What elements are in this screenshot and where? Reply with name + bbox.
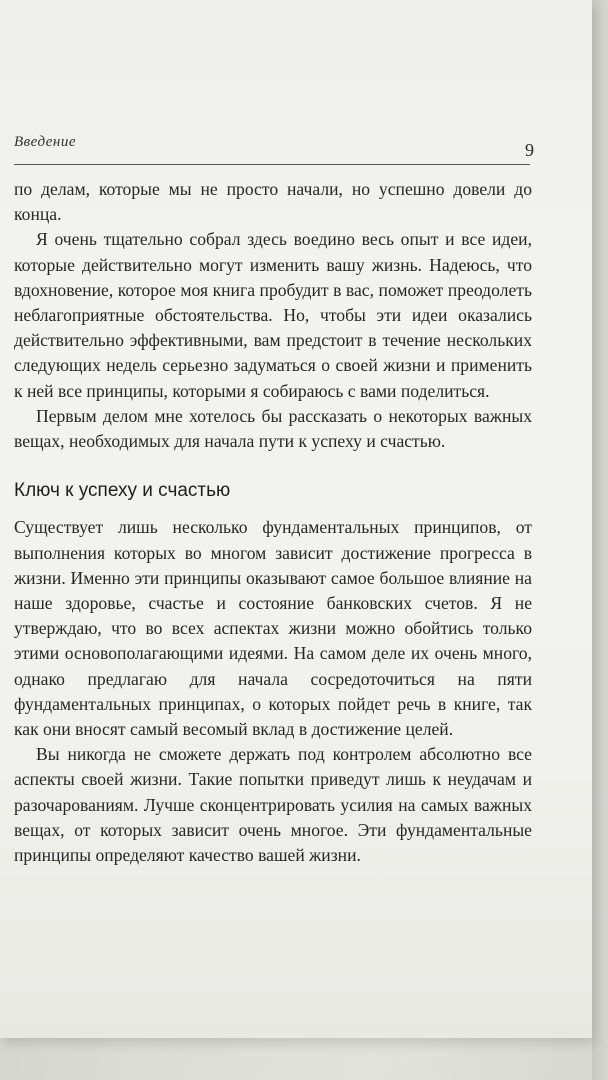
section-heading: Ключ к успеху и счастью	[14, 480, 231, 502]
paragraph: Первым делом мне хотелось бы рассказать о некоторых важных вещах, необходимых для начала пути к успеху и счастью.	[14, 405, 532, 452]
adjacent-page-edge	[592, 0, 608, 1080]
paragraph: Вы никогда не сможете держать под контролем абсолютно все аспекты своей жизни. Такие попытки приведут лишь к неудачам и разочарованиям. Лучше сконцентрировать усилия на самых важных вещах, от которых зависит очень многое. Эти фундаментальные принципы определяют качество вашей жизни.	[14, 744, 532, 866]
paragraph-continuation: по делам, которые мы не просто начали, но успешно довели до конца.	[14, 179, 532, 225]
paragraph: Существует лишь несколько фундаментальных принципов, от выполнения которых во многом зависит достижение прогресса в жизни. Именно эти принципы оказывают самое большое влияние на наше здоровье, счастье и состояние банковских счетов. Я не утверждаю, что во всех аспектах жизни можно обойтись только этими основополагающими идеями. На самом деле их очень много, однако предлагаю для начала сосредоточиться на пяти фундаментальных принципах, о которых пойдет речь в книге, так как они вносят самый весомый вклад в достижение целей.	[14, 517, 532, 740]
page-number: 9	[525, 140, 534, 160]
page-body	[14, 177, 532, 868]
running-title: Введение	[14, 134, 76, 150]
paragraph: Я очень тщательно собрал здесь воедино весь опыт и все идеи, которые действительно могут изменить вашу жизнь. Надеюсь, что вдохновение, которое моя книга пробудит в вас, поможет преодолеть неблагоприятные обстоятельства. Но, чтобы эти идеи оказались действительно эффективными, вам предстоит в течение нескольких следующих недель серьезно задуматься о своей жизни и применить к ней все принципы, которыми я собираюсь с вами поделиться.	[14, 229, 532, 401]
header-rule	[14, 164, 530, 165]
page-header	[14, 134, 534, 162]
